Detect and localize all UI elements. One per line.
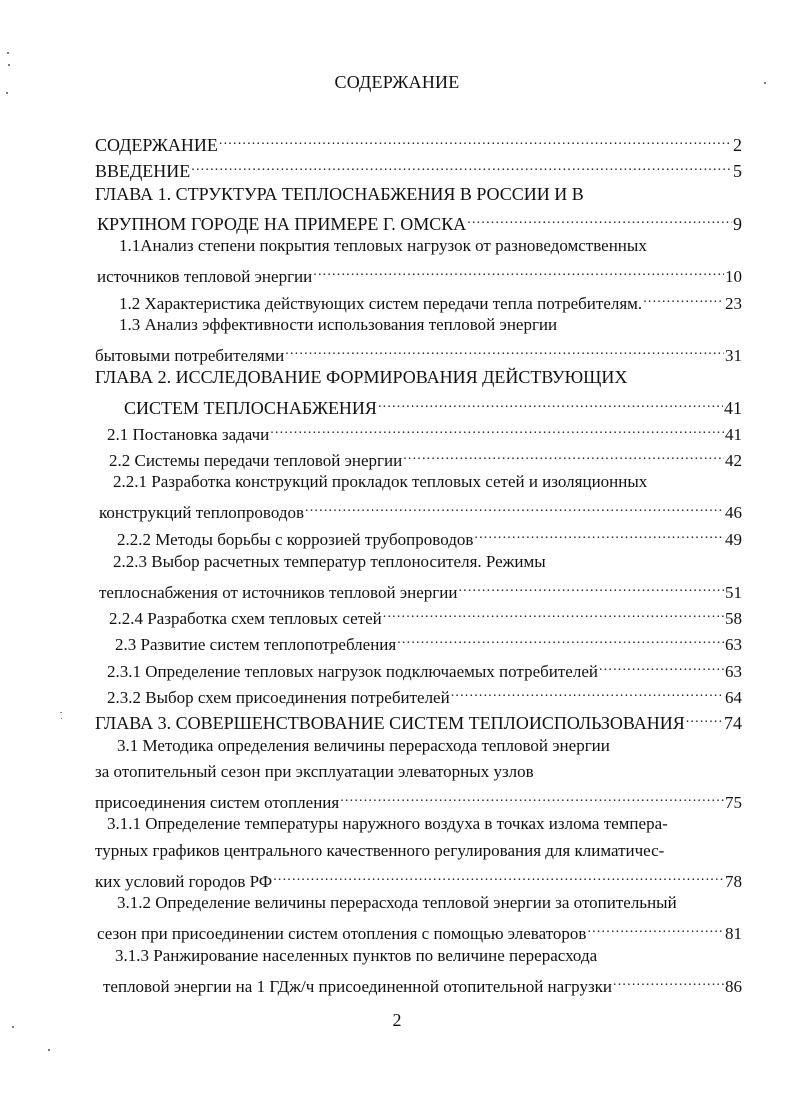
- toc-entry: [103, 972, 742, 996]
- toc-entry: [97, 210, 742, 234]
- toc-entry: [95, 157, 742, 181]
- dot-leader: [474, 525, 724, 545]
- toc-entry-page: 64: [725, 688, 742, 707]
- toc-entry-text: 2.2 Системы передачи тепловой энергии: [109, 451, 403, 470]
- toc-entry-page: 86: [725, 977, 742, 996]
- toc-entry-text: 2.2.1 Разработка конструкций прокладок тепловых сетей и изоляционных: [113, 472, 648, 491]
- toc-entry-text: 3.1.3 Ранжирование населенных пунктов по величине перерасхода: [115, 946, 598, 965]
- toc-entry-text: ГЛАВА 1. СТРУКТУРА ТЕПЛОСНАБЖЕНИЯ В РОССИИ И В: [95, 184, 584, 204]
- toc-entry-page: 9: [733, 214, 742, 234]
- scan-speck: [6, 92, 8, 94]
- scan-speck: [8, 64, 10, 66]
- dot-leader: [305, 498, 724, 518]
- toc-entry: [95, 709, 742, 733]
- toc-entry-text: сезон при присоединении систем отопления с помощью элеваторов: [97, 924, 587, 943]
- toc-entry-text: конструкций теплопроводов: [99, 503, 305, 522]
- toc-entry-text: 2.1 Постановка задачи: [107, 425, 270, 444]
- toc-entry-text: 3.1.2 Определение величины перерасхода тепловой энергии за отопительный: [117, 893, 677, 912]
- dot-leader: [273, 867, 724, 887]
- toc-entry-page: 63: [725, 662, 742, 681]
- scan-speck: [12, 1026, 14, 1028]
- toc-entry-text: ВВЕДЕНИЕ: [95, 161, 191, 181]
- toc-entry-text: 2.2.4 Разработка схем тепловых сетей: [109, 609, 382, 628]
- toc-entry: [117, 525, 742, 549]
- toc-entry-page: 74: [724, 713, 742, 733]
- dot-leader: [643, 289, 724, 309]
- toc-entry: [99, 578, 742, 602]
- toc-entry-page: 2: [733, 135, 742, 155]
- toc-entry-text: 3.1.1 Определение температуры наружного воздуха в точках излома темпера-: [107, 814, 668, 833]
- toc-entry: [95, 788, 742, 812]
- page-title: СОДЕРЖАНИЕ: [334, 72, 460, 92]
- toc-entry-text: СИСТЕМ ТЕПЛОСНАБЖЕНИЯ: [124, 398, 377, 418]
- toc-entry-text: тепловой энергии на 1 ГДж/ч присоединенной отопительной нагрузки: [103, 977, 613, 996]
- toc-entry: [119, 236, 742, 256]
- dot-leader: [383, 604, 724, 624]
- toc-entry-text: 1.1Анализ степени покрытия тепловых нагрузок от разноведомственных: [119, 236, 647, 255]
- scan-speck: [60, 712, 62, 713]
- toc-entry: [97, 919, 742, 943]
- toc-entry-text: ГЛАВА 2. ИССЛЕДОВАНИЕ ФОРМИРОВАНИЯ ДЕЙСТВУЮЩИХ: [95, 367, 628, 387]
- dot-leader: [219, 131, 732, 151]
- toc-entry: [124, 394, 742, 418]
- dot-leader: [285, 341, 724, 361]
- dot-leader: [403, 446, 724, 466]
- toc-entry-text: за отопительный сезон при эксплуатации элеваторных узлов: [95, 762, 534, 781]
- toc-entry: [107, 814, 742, 834]
- dot-leader: [613, 972, 724, 992]
- toc-entry: [117, 893, 742, 913]
- toc-entry-page: 51: [725, 583, 742, 602]
- toc-entry-page: 78: [725, 872, 742, 891]
- toc-entry: [115, 946, 742, 966]
- toc-entry: [113, 552, 742, 572]
- toc-entry-page: 63: [725, 635, 742, 654]
- toc-entry-page: 58: [725, 609, 742, 628]
- dot-leader: [378, 394, 723, 414]
- page-number: 2: [392, 1010, 402, 1030]
- toc-entry-text: 1.3 Анализ эффективности использования тепловой энергии: [119, 315, 558, 334]
- dot-leader: [270, 420, 724, 440]
- toc-entry-page: 10: [725, 267, 742, 286]
- toc-entry-text: присоединения систем отопления: [95, 793, 340, 812]
- scan-speck: [764, 82, 766, 84]
- toc-entry: [95, 341, 742, 365]
- toc-entry-text: ких условий городов РФ: [95, 872, 273, 891]
- toc-entry: [95, 841, 742, 861]
- toc-entry: [109, 446, 742, 470]
- toc-entry-text: теплоснабжения от источников тепловой энергии: [99, 583, 458, 602]
- toc-entry: [117, 736, 742, 756]
- toc-entry-page: 46: [725, 503, 742, 522]
- toc-entry: [95, 367, 742, 387]
- toc-entry: [107, 683, 742, 707]
- toc-entry-page: 23: [725, 294, 742, 313]
- toc-entry-text: 1.2 Характеристика действующих систем передачи тепла потребителям.: [119, 294, 643, 313]
- toc-entry-page: 41: [725, 425, 742, 444]
- toc-entry: [119, 289, 742, 313]
- toc-entry-page: 41: [724, 398, 742, 418]
- toc-entry: [95, 867, 742, 891]
- toc-entry-text: 2.3 Развитие систем теплопотребления: [115, 635, 397, 654]
- toc-entry-page: 81: [725, 924, 742, 943]
- toc-entry-text: турных графиков центрального качественного регулирования для климатичес-: [95, 841, 665, 860]
- toc-entry-page: 75: [725, 793, 742, 812]
- toc-entry: [99, 498, 742, 522]
- dot-leader: [191, 157, 732, 177]
- dot-leader: [587, 919, 724, 939]
- toc-entry-page: 31: [725, 346, 742, 365]
- dot-leader: [467, 210, 732, 230]
- dot-leader: [397, 630, 724, 650]
- toc-entry-text: ГЛАВА 3. СОВЕРШЕНСТВОВАНИЕ СИСТЕМ ТЕПЛОИСПОЛЬЗОВАНИЯ: [95, 713, 685, 733]
- toc-entry: [115, 630, 742, 654]
- toc-entry-text: 2.3.2 Выбор схем присоединения потребителей: [107, 688, 450, 707]
- toc-entry-text: 3.1 Методика определения величины перерасхода тепловой энергии: [117, 736, 610, 755]
- toc-entry-text: СОДЕРЖАНИЕ: [95, 135, 218, 155]
- toc-entry: [97, 262, 742, 286]
- toc-entry-text: 2.3.1 Определение тепловых нагрузок подключаемых потребителей: [107, 662, 598, 681]
- toc-entry-page: 42: [725, 451, 742, 470]
- toc-entry-page: 49: [725, 530, 742, 549]
- dot-leader: [313, 262, 724, 282]
- toc-entry-page: 5: [733, 161, 742, 181]
- toc-entry: [109, 604, 742, 628]
- dot-leader: [340, 788, 724, 808]
- scan-speck: [7, 52, 9, 54]
- toc-entry-text: источников тепловой энергии: [97, 267, 313, 286]
- dot-leader: [599, 657, 724, 677]
- toc-entry: [119, 315, 742, 335]
- toc-entry-text: 2.2.3 Выбор расчетных температур теплоносителя. Режимы: [113, 552, 546, 571]
- dot-leader: [458, 578, 724, 598]
- scan-speck: [61, 718, 62, 719]
- toc-entry-text: бытовыми потребителями: [95, 346, 285, 365]
- dot-leader: [686, 709, 723, 729]
- dot-leader: [451, 683, 724, 703]
- toc-entry: [107, 657, 742, 681]
- toc-entry: [95, 131, 742, 155]
- toc-entry-text: 2.2.2 Методы борьбы с коррозией трубопроводов: [117, 530, 474, 549]
- toc-entry: [113, 472, 742, 492]
- scan-speck: [48, 1049, 50, 1051]
- toc-entry: [95, 184, 742, 204]
- toc-entry-text: КРУПНОМ ГОРОДЕ НА ПРИМЕРЕ Г. ОМСКА: [97, 214, 467, 234]
- toc-entry: [95, 762, 742, 782]
- toc-entry: [107, 420, 742, 444]
